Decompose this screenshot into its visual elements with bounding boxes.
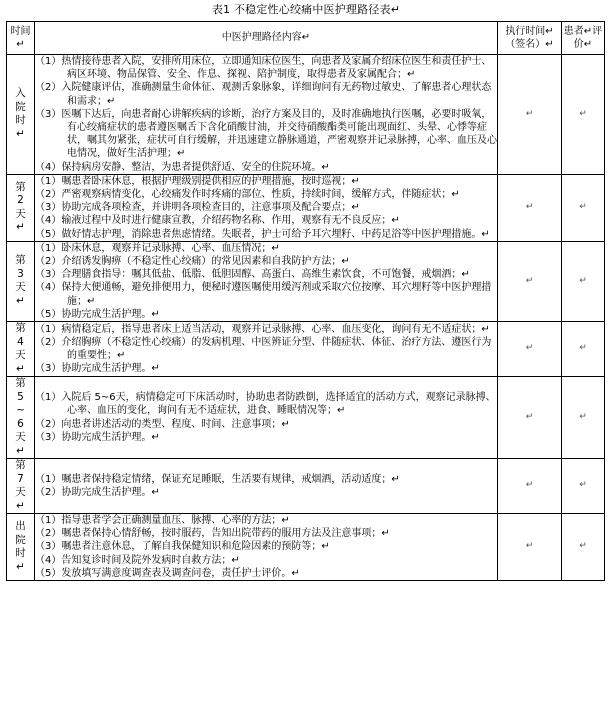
row-time-cell bbox=[7, 514, 35, 581]
table-body bbox=[7, 55, 605, 581]
row-time-cell bbox=[7, 241, 35, 321]
row-content-cell bbox=[35, 241, 498, 321]
patient-eval-cell bbox=[562, 377, 605, 459]
table-title: 表1 不稳定性心绞痛中医护理路径表↵ bbox=[211, 3, 401, 16]
row-content-cell bbox=[35, 377, 498, 459]
paragraph-mark: ↵ bbox=[579, 480, 587, 491]
exec-signature-cell bbox=[498, 55, 562, 175]
patient-eval-cell bbox=[562, 514, 605, 581]
row-time-label: 第5~6天↵ bbox=[15, 377, 26, 457]
paragraph-mark: ↵ bbox=[525, 108, 534, 119]
header-time: 时间↵ bbox=[7, 22, 35, 55]
table-row bbox=[7, 322, 605, 377]
pathway-item: （1）热情接待患者入院，安排所用床位，立即通知床位医生，向患者及家属介绍床位医生和责任护士、病区环境、物品保管、安全、作息、探视、陪护制度，取得患者及家属配合；↵ bbox=[35, 56, 492, 81]
pathway-item: （2）严密观察病情变化，心绞痛发作时疼痛的部位、性质，持续时间，缓解方式，伴随症状；↵ bbox=[35, 189, 460, 201]
row-time-cell bbox=[7, 377, 35, 459]
pathway-item: （1）嘱患者保持稳定情绪，保证充足睡眠，生活要有规律，戒烟酒，活动适度；↵ bbox=[35, 473, 400, 485]
table-header-row bbox=[7, 22, 605, 55]
pathway-item: （3）医嘱下达后，向患者耐心讲解疾病的诊断，治疗方案及目的，及时准确地执行医嘱，必要时吸氧，有心绞痛症状的患者遵医嘱舌下含化硝酸甘油，并交待硝酸酯类可能出现面红、头晕、心悸等症状，嘱其勿紧张，症状可自行缓解，并迅速建立静脉通道，严密观察并记录脉搏，心率、血压及心电情况，做好生活护理；↵ bbox=[35, 108, 497, 160]
table-row bbox=[7, 174, 605, 241]
pathway-item: （2）介绍诱发胸痹（不稳定性心绞痛）的常见因素和自我防护方法；↵ bbox=[35, 256, 350, 268]
patient-eval-cell bbox=[562, 55, 605, 175]
row-content-cell bbox=[35, 459, 498, 514]
paragraph-mark: ↵ bbox=[525, 411, 534, 422]
pathway-item: （4）输液过程中及时进行健康宣教，介绍药物名称、作用，观察有无不良反应；↵ bbox=[35, 215, 400, 227]
patient-eval-cell bbox=[562, 322, 605, 377]
paragraph-mark: ↵ bbox=[579, 411, 587, 422]
pathway-item: （4）保持病房安静、整洁，为患者提供舒适、安全的住院环境。↵ bbox=[35, 161, 330, 173]
paragraph-mark: ↵ bbox=[525, 343, 534, 354]
paragraph-mark: ↵ bbox=[525, 541, 534, 552]
pathway-item: （2）入院健康评估，准确测量生命体征、观测舌象脉象，详细询问有无药物过敏史、了解患者心理状态和需求；↵ bbox=[35, 82, 492, 107]
pathway-item: （4）告知复诊时间及院外发病时自救方法；↵ bbox=[35, 554, 240, 566]
paragraph-mark: ↵ bbox=[579, 275, 587, 286]
pathway-item: （3）协助完成生活护理。↵ bbox=[35, 363, 160, 375]
nursing-pathway-table bbox=[6, 21, 605, 581]
row-content-cell bbox=[35, 174, 498, 241]
exec-signature-cell bbox=[498, 459, 562, 514]
header-exec-time: 执行时间↵（签名）↵ bbox=[498, 22, 562, 55]
table-row bbox=[7, 459, 605, 514]
row-time-label: 入院时↵ bbox=[15, 87, 26, 140]
exec-signature-cell bbox=[498, 241, 562, 321]
pathway-item: （3）协助完成生活护理。↵ bbox=[35, 431, 160, 443]
row-time-label: 第2天↵ bbox=[15, 180, 26, 234]
paragraph-mark: ↵ bbox=[525, 202, 534, 213]
pathway-item: （5）做好情志护理，消除患者焦虑情绪。失眠者，护士可给予耳穴埋籽、中药足浴等中医护理措施。↵ bbox=[35, 228, 490, 240]
row-content-cell bbox=[35, 55, 498, 175]
row-time-cell bbox=[7, 322, 35, 377]
paragraph-mark: ↵ bbox=[579, 202, 587, 213]
exec-signature-cell bbox=[498, 377, 562, 459]
table-row bbox=[7, 377, 605, 459]
table-row bbox=[7, 55, 605, 175]
row-time-cell bbox=[7, 174, 35, 241]
row-time-label: 出院时↵ bbox=[15, 520, 26, 573]
pathway-item: （2）嘱患者保持心情舒畅，按时服药，告知出院带药的服用方法及注意事项；↵ bbox=[35, 528, 390, 540]
row-time-label: 第3天↵ bbox=[15, 254, 26, 307]
exec-signature-cell bbox=[498, 322, 562, 377]
row-content-cell bbox=[35, 322, 498, 377]
pathway-item: （1）病情稳定后，指导患者床上适当活动，观察并记录脉搏、心率、血压变化，询问有无不适症状；↵ bbox=[35, 323, 490, 335]
pathway-item: （3）嘱患者注意休息，了解自我保健知识和危险因素的预防等；↵ bbox=[35, 541, 330, 553]
row-time-label: 第7天↵ bbox=[15, 459, 26, 512]
table-row bbox=[7, 514, 605, 581]
pathway-item: （3）合理膳食指导：嘱其低盐、低脂、低胆固醇、高蛋白、高维生素饮食，不可饱餐，戒烟酒；↵ bbox=[35, 269, 470, 281]
paragraph-mark: ↵ bbox=[579, 541, 587, 552]
paragraph-mark: ↵ bbox=[525, 275, 534, 286]
pathway-item: （5）协助完成生活护理。↵ bbox=[35, 308, 160, 320]
table-row bbox=[7, 241, 605, 321]
paragraph-mark: ↵ bbox=[579, 343, 587, 354]
row-content-cell bbox=[35, 514, 498, 581]
paragraph-mark: ↵ bbox=[525, 480, 534, 491]
pathway-item: （2）介绍胸痹（不稳定性心绞痛）的发病机理、中医辨证分型、伴随症状、体征、治疗方法、遵医行为的重要性；↵ bbox=[35, 336, 492, 362]
exec-signature-cell bbox=[498, 174, 562, 241]
pathway-item: （3）协助完成各项检查，并讲明各项检查目的，注意事项及配合要点；↵ bbox=[35, 202, 360, 214]
patient-eval-cell bbox=[562, 241, 605, 321]
pathway-item: （2）协助完成生活护理。↵ bbox=[35, 487, 160, 499]
pathway-item: （1）指导患者学会正确测量血压、脉搏、心率的方法；↵ bbox=[35, 515, 290, 527]
pathway-item: （5）发放填写满意度调查表及调查问卷，责任护士评价。↵ bbox=[35, 567, 300, 579]
row-time-cell bbox=[7, 55, 35, 175]
pathway-item: （1）入院后 5~6天，病情稳定可下床活动时，协助患者防跌倒，选择适宜的活动方式，观察记录脉搏、心率、血压的变化，询问有无不适症状，进食、睡眠情况等；↵ bbox=[35, 392, 496, 417]
row-time-cell bbox=[7, 459, 35, 514]
header-content: 中医护理路径内容↵ bbox=[35, 22, 498, 55]
exec-signature-cell bbox=[498, 514, 562, 581]
pathway-item: （2）向患者讲述活动的类型、程度、时间、注意事项；↵ bbox=[35, 418, 290, 430]
patient-eval-cell bbox=[562, 459, 605, 514]
pathway-item: （1）卧床休息，观察并记录脉搏、心率、血压情况；↵ bbox=[35, 242, 280, 254]
header-patient-eval: 患者↵评价↵ bbox=[562, 22, 605, 55]
pathway-item: （4）保持大便通畅，避免排便用力，便秘时遵医嘱使用缓泻剂或采取穴位按摩、耳穴埋籽等中医护理措施；↵ bbox=[35, 282, 492, 307]
paragraph-mark: ↵ bbox=[579, 108, 587, 119]
patient-eval-cell bbox=[562, 174, 605, 241]
row-time-label: 第4天↵ bbox=[15, 322, 26, 375]
pathway-item: （1）嘱患者卧床休息，根据护理级别提供相应的护理措施，按时巡视；↵ bbox=[35, 175, 360, 187]
